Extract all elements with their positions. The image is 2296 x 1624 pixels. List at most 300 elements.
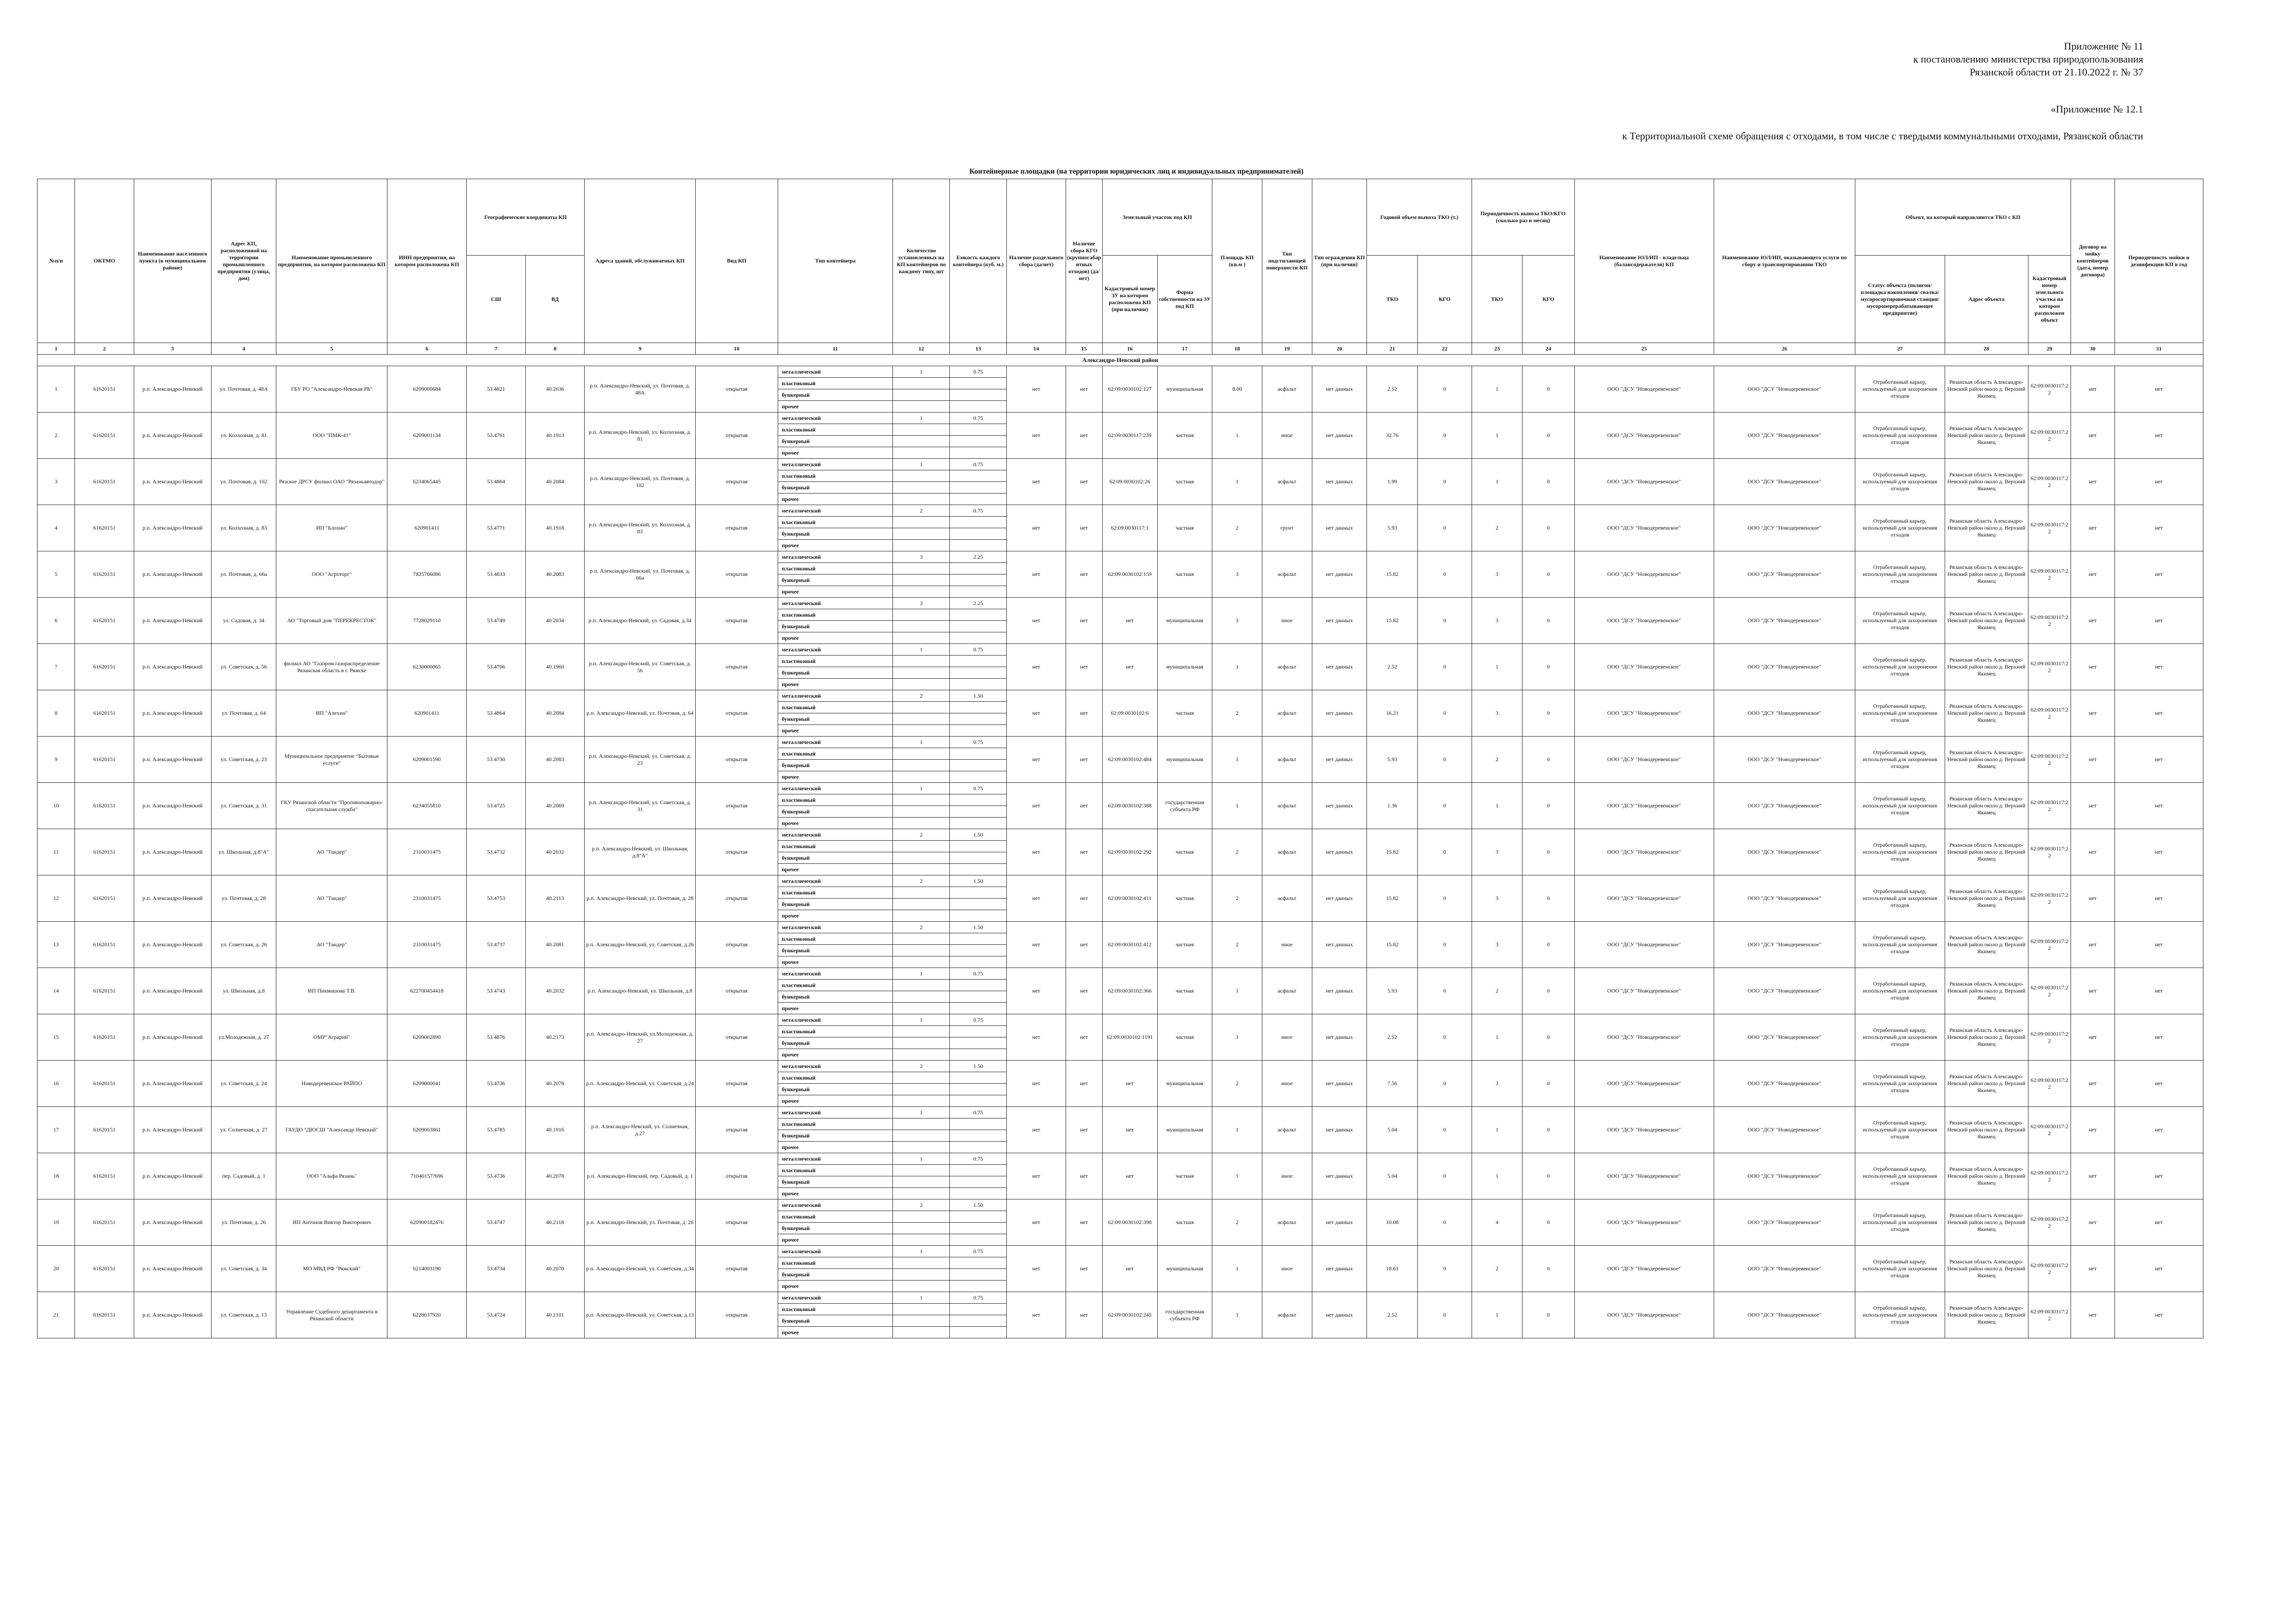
cadastral-cell: нет <box>1102 1246 1157 1292</box>
capacity-cell: 0.75 <box>950 459 1007 470</box>
enterprise-cell: ИП Пикмашова Т.В. <box>276 968 387 1014</box>
okato-cell: 61620151 <box>75 1061 134 1107</box>
kgo-cell: нет <box>1066 505 1102 551</box>
period-kgo-cell: 0 <box>1522 1153 1574 1199</box>
kgo-cell: нет <box>1066 1292 1102 1338</box>
period-kgo-cell: 0 <box>1522 968 1574 1014</box>
empty-cell <box>950 910 1007 922</box>
contract-cell: нет <box>2071 598 2115 644</box>
row-number: 5 <box>37 551 75 598</box>
settlement-cell: р.п. Александро-Невский <box>134 1199 211 1246</box>
buildings-cell: р.п. Александро-Невский, ул. Солнечная, д.27 <box>585 1107 696 1153</box>
cadastral-cell: 62:09:0030102:127 <box>1102 366 1157 412</box>
object-cadastral-cell: 62:09:0030117:22 <box>2028 644 2071 690</box>
carrier-cell: ООО "ДСУ "Новодеревенское" <box>1714 875 1855 922</box>
owner-cell: ООО "ДСУ "Новодеревенское" <box>1574 783 1714 829</box>
separate-cell: нет <box>1007 459 1066 505</box>
separate-cell: нет <box>1007 505 1066 551</box>
contract-cell: нет <box>2071 737 2115 783</box>
empty-cell <box>893 887 950 899</box>
longitude-cell: 40.2032 <box>525 968 584 1014</box>
owner-cell: ООО "ДСУ "Новодеревенское" <box>1574 551 1714 598</box>
enterprise-cell: ИП "Алехин" <box>276 690 387 737</box>
owner-cell: ООО "ДСУ "Новодеревенское" <box>1574 412 1714 459</box>
kgo-cell: нет <box>1066 1246 1102 1292</box>
container-type-cell: металлический <box>778 1061 892 1072</box>
empty-cell <box>893 575 950 586</box>
empty-cell <box>950 1304 1007 1315</box>
object-status-cell: Отработанный карьер, используемый для захоронения отходов <box>1855 829 1945 875</box>
volume-kgo-cell: 0 <box>1418 690 1472 737</box>
latitude-cell: 53.4730 <box>467 737 525 783</box>
period-kgo-cell: 0 <box>1522 829 1574 875</box>
kp-type-cell: открытая <box>695 1292 778 1338</box>
carrier-cell: ООО "ДСУ "Новодеревенское" <box>1714 459 1855 505</box>
empty-cell <box>893 980 950 991</box>
period-kgo-cell: 0 <box>1522 1292 1574 1338</box>
object-cadastral-cell: 62:09:0030117:22 <box>2028 1292 2071 1338</box>
okato-cell: 61620151 <box>75 551 134 598</box>
owner-cell: ООО "ДСУ "Новодеревенское" <box>1574 1199 1714 1246</box>
volume-tko-cell: 15.82 <box>1367 875 1418 922</box>
enterprise-cell: Муниципальное предприятие "Бытовые услуги" <box>276 737 387 783</box>
object-cadastral-cell: 62:09:0030117:22 <box>2028 1199 2071 1246</box>
settlement-cell: р.п. Александро-Невский <box>134 1246 211 1292</box>
address-cell: ул. Советская, д. 26 <box>211 922 276 968</box>
ownership-cell: муниципальная <box>1157 737 1212 783</box>
settlement-cell: р.п. Александро-Невский <box>134 412 211 459</box>
capacity-cell: 0.75 <box>950 1014 1007 1026</box>
latitude-cell: 53.4706 <box>467 644 525 690</box>
kgo-cell: нет <box>1066 1014 1102 1061</box>
fence-cell: нет данных <box>1312 412 1367 459</box>
kgo-cell: нет <box>1066 1061 1102 1107</box>
owner-cell: ООО "ДСУ "Новодеревенское" <box>1574 737 1714 783</box>
container-type-cell: пластиковый <box>778 980 892 991</box>
container-count-cell: 1 <box>893 1107 950 1118</box>
owner-cell: ООО "ДСУ "Новодеревенское" <box>1574 829 1714 875</box>
period-tko-cell: 3 <box>1472 922 1522 968</box>
okato-cell: 61620151 <box>75 829 134 875</box>
col-ownership: Форма собственности на ЗУ под КП <box>1157 256 1212 343</box>
empty-cell <box>893 540 950 551</box>
volume-kgo-cell: 0 <box>1418 1246 1472 1292</box>
area-cell: 2 <box>1212 922 1262 968</box>
cadastral-cell: нет <box>1102 644 1157 690</box>
col-lat: СШ <box>467 256 525 343</box>
disinfection-cell: нет <box>2115 1153 2203 1199</box>
latitude-cell: 53.4864 <box>467 459 525 505</box>
column-number: 31 <box>2115 343 2203 355</box>
enterprise-cell: ИП Антонов Виктор Викторович <box>276 1199 387 1246</box>
container-type-cell: бункерный <box>778 1176 892 1188</box>
address-cell: пер. Садовый, д. 1 <box>211 1153 276 1199</box>
col-fence: Тип ограждения КП (при наличии) <box>1312 179 1367 343</box>
empty-cell <box>950 1327 1007 1338</box>
container-type-cell: металлический <box>778 551 892 563</box>
empty-cell <box>950 1095 1007 1107</box>
kgo-cell: нет <box>1066 412 1102 459</box>
volume-kgo-cell: 0 <box>1418 598 1472 644</box>
container-count-cell: 1 <box>893 783 950 794</box>
empty-cell <box>893 1304 950 1315</box>
separate-cell: нет <box>1007 968 1066 1014</box>
longitude-cell: 40.2034 <box>525 598 584 644</box>
fence-cell: нет данных <box>1312 783 1367 829</box>
inn-cell: 620900182476 <box>387 1199 466 1246</box>
empty-cell <box>950 1223 1007 1234</box>
object-address-cell: Рязанская область Александро-Невский район около д. Верхний Якимец <box>1945 1246 2028 1292</box>
period-tko-cell: 1 <box>1472 459 1522 505</box>
ownership-cell: частная <box>1157 459 1212 505</box>
table-row <box>37 1292 2203 1304</box>
empty-cell <box>950 1269 1007 1280</box>
empty-cell <box>893 1118 950 1130</box>
area-cell: 3 <box>1212 598 1262 644</box>
object-cadastral-cell: 62:09:0030117:22 <box>2028 412 2071 459</box>
volume-kgo-cell: 0 <box>1418 459 1472 505</box>
ownership-cell: муниципальная <box>1157 644 1212 690</box>
column-number: 21 <box>1367 343 1418 355</box>
longitude-cell: 40.2083 <box>525 551 584 598</box>
container-count-cell: 2 <box>893 1199 950 1211</box>
enterprise-cell: ООО "Альфа Рязань" <box>276 1153 387 1199</box>
empty-cell <box>950 818 1007 829</box>
kgo-cell: нет <box>1066 829 1102 875</box>
empty-cell <box>950 447 1007 459</box>
area-cell: 2 <box>1212 829 1262 875</box>
empty-cell <box>950 748 1007 760</box>
period-tko-cell: 1 <box>1472 366 1522 412</box>
row-number: 6 <box>37 598 75 644</box>
empty-cell <box>950 1130 1007 1142</box>
empty-cell <box>893 1026 950 1037</box>
kgo-cell: нет <box>1066 644 1102 690</box>
container-type-cell: прочее <box>778 771 892 783</box>
period-tko-cell: 2 <box>1472 737 1522 783</box>
inn-cell: 6234065445 <box>387 459 466 505</box>
column-number: 14 <box>1007 343 1066 355</box>
decree-date: Рязанской области от 21.10.2022 г. № 37 <box>1970 66 2143 78</box>
empty-cell <box>893 725 950 737</box>
inn-cell: 622700454418 <box>387 968 466 1014</box>
enterprise-cell: ГБУ РО "Александро-Невская РБ" <box>276 366 387 412</box>
container-type-cell: металлический <box>778 644 892 656</box>
volume-tko-cell: 5.93 <box>1367 737 1418 783</box>
disinfection-cell: нет <box>2115 875 2203 922</box>
area-cell: 1 <box>1212 1107 1262 1153</box>
object-status-cell: Отработанный карьер, используемый для захоронения отходов <box>1855 922 1945 968</box>
latitude-cell: 53.4833 <box>467 551 525 598</box>
period-tko-cell: 3 <box>1472 829 1522 875</box>
empty-cell <box>893 852 950 864</box>
column-number: 13 <box>950 343 1007 355</box>
empty-cell <box>950 852 1007 864</box>
decree-reference: к постановлению министерства природопользования <box>1913 53 2143 65</box>
enterprise-cell: ГКУ Рязанской области "Противопожарно-спасательная служба" <box>276 783 387 829</box>
surface-cell: асфальт <box>1262 366 1312 412</box>
empty-cell <box>893 1234 950 1246</box>
object-cadastral-cell: 62:09:0030117:22 <box>2028 1246 2071 1292</box>
row-number: 3 <box>37 459 75 505</box>
disinfection-cell: нет <box>2115 922 2203 968</box>
buildings-cell: р.п. Александро-Невский, ул. Почтовая, д. 102 <box>585 459 696 505</box>
container-type-cell: металлический <box>778 366 892 378</box>
longitude-cell: 40.2069 <box>525 783 584 829</box>
container-type-cell: пластиковый <box>778 470 892 482</box>
object-address-cell: Рязанская область Александро-Невский район около д. Верхний Якимец <box>1945 968 2028 1014</box>
empty-cell <box>893 1003 950 1014</box>
carrier-cell: ООО "ДСУ "Новодеревенское" <box>1714 412 1855 459</box>
container-count-cell: 2 <box>893 1061 950 1072</box>
object-address-cell: Рязанская область Александро-Невский район около д. Верхний Якимец <box>1945 644 2028 690</box>
okato-cell: 61620151 <box>75 737 134 783</box>
period-kgo-cell: 0 <box>1522 551 1574 598</box>
container-count-cell: 1 <box>893 412 950 424</box>
volume-kgo-cell: 0 <box>1418 1061 1472 1107</box>
period-tko-cell: 1 <box>1472 1014 1522 1061</box>
table-caption: Контейнерные площадки (на территории юридических лиц и индивидуальных предпринимателей) <box>969 168 1304 175</box>
period-kgo-cell: 0 <box>1522 1107 1574 1153</box>
enterprise-cell: ГАУДО "ДЮСШ "Александр Невский" <box>276 1107 387 1153</box>
row-number: 12 <box>37 875 75 922</box>
inn-cell: 6209001590 <box>387 737 466 783</box>
carrier-cell: ООО "ДСУ "Новодеревенское" <box>1714 551 1855 598</box>
object-cadastral-cell: 62:09:0030117:22 <box>2028 783 2071 829</box>
container-type-cell: бункерный <box>778 482 892 493</box>
row-number: 16 <box>37 1061 75 1107</box>
kp-type-cell: открытая <box>695 366 778 412</box>
address-cell: ул. Советская, д. 56 <box>211 644 276 690</box>
okato-cell: 61620151 <box>75 459 134 505</box>
empty-cell <box>950 424 1007 436</box>
buildings-cell: р.п. Александро-Невский, ул. Школьная, д.8"А" <box>585 829 696 875</box>
surface-cell: асфальт <box>1262 1199 1312 1246</box>
container-count-cell: 1 <box>893 1014 950 1026</box>
kp-type-cell: открытая <box>695 968 778 1014</box>
period-tko-cell: 3 <box>1472 1061 1522 1107</box>
ownership-cell: государственная субъекта РФ <box>1157 783 1212 829</box>
disinfection-cell: нет <box>2115 737 2203 783</box>
kp-type-cell: открытая <box>695 644 778 690</box>
disinfection-cell: нет <box>2115 598 2203 644</box>
enterprise-cell: АО "Тандер" <box>276 875 387 922</box>
okato-cell: 61620151 <box>75 644 134 690</box>
surface-cell: иное <box>1262 1246 1312 1292</box>
area-cell: 1 <box>1212 644 1262 690</box>
area-cell: 2 <box>1212 505 1262 551</box>
enterprise-cell: АО "Тандер" <box>276 922 387 968</box>
buildings-cell: р.п. Александро-Невский, ул.Молодежная, д. 27 <box>585 1014 696 1061</box>
object-address-cell: Рязанская область Александро-Невский район около д. Верхний Якимец <box>1945 1107 2028 1153</box>
kgo-cell: нет <box>1066 922 1102 968</box>
empty-cell <box>950 1188 1007 1199</box>
inn-cell: 2310031475 <box>387 922 466 968</box>
object-cadastral-cell: 62:09:0030117:22 <box>2028 505 2071 551</box>
separate-cell: нет <box>1007 412 1066 459</box>
container-type-cell: бункерный <box>778 1037 892 1049</box>
area-cell: 1 <box>1212 412 1262 459</box>
carrier-cell: ООО "ДСУ "Новодеревенское" <box>1714 598 1855 644</box>
ownership-cell: государственная субъекта РФ <box>1157 1292 1212 1338</box>
separate-cell: нет <box>1007 366 1066 412</box>
empty-cell <box>950 1315 1007 1327</box>
container-type-cell: металлический <box>778 412 892 424</box>
empty-cell <box>950 1176 1007 1188</box>
col-periodicity: Периодичность вывоза ТКО/КГО (сколько раз в месяц) <box>1472 179 1574 256</box>
col-obj-address: Адрес объекта <box>1945 256 2028 343</box>
empty-cell <box>950 956 1007 968</box>
empty-cell <box>950 609 1007 621</box>
volume-tko-cell: 15.82 <box>1367 551 1418 598</box>
capacity-cell: 1.50 <box>950 922 1007 933</box>
empty-cell <box>893 771 950 783</box>
container-type-cell: бункерный <box>778 1269 892 1280</box>
settlement-cell: р.п. Александро-Невский <box>134 968 211 1014</box>
kp-type-cell: открытая <box>695 1061 778 1107</box>
container-type-cell: пластиковый <box>778 841 892 852</box>
area-cell: 2 <box>1212 875 1262 922</box>
empty-cell <box>950 1049 1007 1061</box>
column-number: 20 <box>1312 343 1367 355</box>
object-address-cell: Рязанская область Александро-Невский район около д. Верхний Якимец <box>1945 459 2028 505</box>
empty-cell <box>893 991 950 1003</box>
container-type-cell: металлический <box>778 459 892 470</box>
container-type-cell: бункерный <box>778 991 892 1003</box>
separate-cell: нет <box>1007 783 1066 829</box>
buildings-cell: р.п. Александро-Невский, ул. Почтовая, д. 48А <box>585 366 696 412</box>
volume-kgo-cell: 0 <box>1418 644 1472 690</box>
object-status-cell: Отработанный карьер, используемый для захоронения отходов <box>1855 505 1945 551</box>
area-cell: 1 <box>1212 1153 1262 1199</box>
address-cell: ул. Почтовая, д. 102 <box>211 459 276 505</box>
empty-cell <box>893 713 950 725</box>
empty-cell <box>950 864 1007 875</box>
capacity-cell: 0.75 <box>950 1292 1007 1304</box>
container-type-cell: бункерный <box>778 1315 892 1327</box>
address-cell: ул. Почтовая, д. 64 <box>211 690 276 737</box>
area-cell: 1 <box>1212 1014 1262 1061</box>
contract-cell: нет <box>2071 412 2115 459</box>
disinfection-cell: нет <box>2115 968 2203 1014</box>
column-number: 6 <box>387 343 466 355</box>
column-number: 26 <box>1714 343 1855 355</box>
container-type-cell: бункерный <box>778 575 892 586</box>
empty-cell <box>950 1003 1007 1014</box>
kp-type-cell: открытая <box>695 1199 778 1246</box>
settlement-cell: р.п. Александро-Невский <box>134 366 211 412</box>
object-address-cell: Рязанская область Александро-Невский район около д. Верхний Якимец <box>1945 1153 2028 1199</box>
column-number: 18 <box>1212 343 1262 355</box>
container-count-cell: 3 <box>893 598 950 609</box>
disinfection-cell: нет <box>2115 1061 2203 1107</box>
object-status-cell: Отработанный карьер, используемый для захоронения отходов <box>1855 644 1945 690</box>
period-kgo-cell: 0 <box>1522 1061 1574 1107</box>
empty-cell <box>893 1142 950 1153</box>
container-count-cell: 1 <box>893 644 950 656</box>
kp-type-cell: открытая <box>695 922 778 968</box>
buildings-cell: р.п. Александро-Невский, ул. Почтовая, д. 64 <box>585 690 696 737</box>
volume-tko-cell: 15.82 <box>1367 922 1418 968</box>
settlement-cell: р.п. Александро-Невский <box>134 829 211 875</box>
kgo-cell: нет <box>1066 1153 1102 1199</box>
owner-cell: ООО "ДСУ "Новодеревенское" <box>1574 459 1714 505</box>
row-number: 19 <box>37 1199 75 1246</box>
empty-cell <box>893 794 950 806</box>
empty-cell <box>950 378 1007 389</box>
empty-cell <box>893 899 950 910</box>
object-address-cell: Рязанская область Александро-Невский район около д. Верхний Якимец <box>1945 1014 2028 1061</box>
period-tko-cell: 1 <box>1472 1107 1522 1153</box>
fence-cell: нет данных <box>1312 829 1367 875</box>
object-status-cell: Отработанный карьер, используемый для захоронения отходов <box>1855 598 1945 644</box>
container-type-cell: металлический <box>778 1153 892 1165</box>
surface-cell: иное <box>1262 598 1312 644</box>
area-cell: 8.00 <box>1212 366 1262 412</box>
carrier-cell: ООО "ДСУ "Новодеревенское" <box>1714 505 1855 551</box>
container-count-cell: 2 <box>893 875 950 887</box>
inn-cell: 2310031475 <box>387 829 466 875</box>
column-number: 2 <box>75 343 134 355</box>
period-tko-cell: 1 <box>1472 644 1522 690</box>
container-type-cell: бункерный <box>778 436 892 447</box>
object-cadastral-cell: 62:09:0030117:22 <box>2028 459 2071 505</box>
empty-cell <box>950 1118 1007 1130</box>
kp-type-cell: открытая <box>695 783 778 829</box>
appendix-title: «Приложение № 12.1 <box>2051 103 2143 115</box>
fence-cell: нет данных <box>1312 1153 1367 1199</box>
longitude-cell: 40.2173 <box>525 1014 584 1061</box>
empty-cell <box>950 1280 1007 1292</box>
settlement-cell: р.п. Александро-Невский <box>134 1061 211 1107</box>
separate-cell: нет <box>1007 922 1066 968</box>
owner-cell: ООО "ДСУ "Новодеревенское" <box>1574 922 1714 968</box>
capacity-cell: 1.50 <box>950 829 1007 841</box>
empty-cell <box>950 702 1007 713</box>
okato-cell: 61620151 <box>75 505 134 551</box>
container-type-cell: пластиковый <box>778 609 892 621</box>
latitude-cell: 53.4771 <box>467 505 525 551</box>
enterprise-cell: Управление Судебного департамента в Рязанской области <box>276 1292 387 1338</box>
longitude-cell: 40.2081 <box>525 922 584 968</box>
contract-cell: нет <box>2071 1153 2115 1199</box>
fence-cell: нет данных <box>1312 366 1367 412</box>
longitude-cell: 40.1916 <box>525 1107 584 1153</box>
col-kp-type: Вид КП <box>695 179 778 343</box>
document-header <box>1913 40 2143 79</box>
column-number: 15 <box>1066 343 1102 355</box>
volume-tko-cell: 5.93 <box>1367 505 1418 551</box>
cadastral-cell: нет <box>1102 598 1157 644</box>
empty-cell <box>950 482 1007 493</box>
empty-cell <box>893 1165 950 1176</box>
col-capacity: Емкость каждого контейнера (куб. м.) <box>950 179 1007 343</box>
empty-cell <box>950 1037 1007 1049</box>
col-separate: Наличие раздельного сбора (да/нет) <box>1007 179 1066 343</box>
settlement-cell: р.п. Александро-Невский <box>134 875 211 922</box>
contract-cell: нет <box>2071 968 2115 1014</box>
period-tko-cell: 3 <box>1472 875 1522 922</box>
period-tko-cell: 4 <box>1472 1199 1522 1246</box>
volume-tko-cell: 5.04 <box>1367 1107 1418 1153</box>
object-cadastral-cell: 62:09:0030117:22 <box>2028 366 2071 412</box>
fence-cell: нет данных <box>1312 922 1367 968</box>
col-address: Адрес КП, расположенной на территории промышленного предприятия (улица, дом) <box>211 179 276 343</box>
period-kgo-cell: 0 <box>1522 366 1574 412</box>
ownership-cell: частная <box>1157 1153 1212 1199</box>
empty-cell <box>893 632 950 644</box>
carrier-cell: ООО "ДСУ "Новодеревенское" <box>1714 366 1855 412</box>
